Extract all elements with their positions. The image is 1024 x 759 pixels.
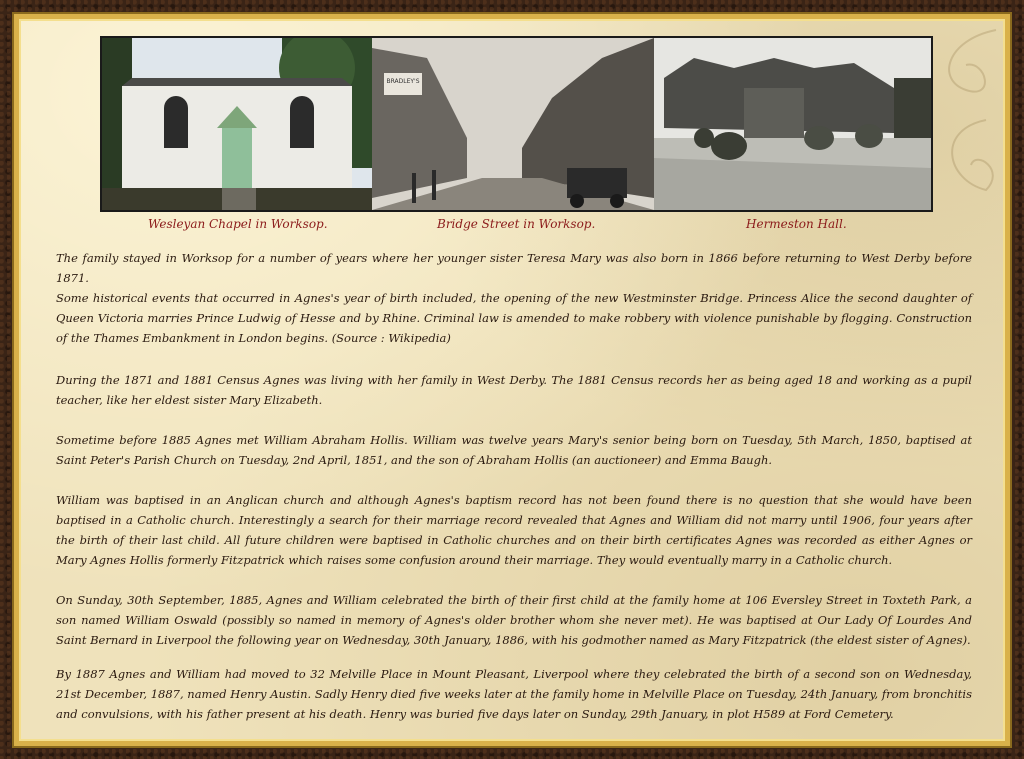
paragraph-census: During the 1871 and 1881 Census Agnes was living with her family in West Derby. The 1881 Census records her as being aged 18 and working as a pupil teacher, like her eldest sister Mary Elizabeth. [56, 373, 972, 407]
svg-text:BRADLEY'S: BRADLEY'S [386, 78, 420, 85]
paragraph-historical-events: Some historical events that occurred in Agnes's year of birth included, the opening of the new Westminster Bridge. Princess Alice the second daughter of Queen Victoria marries Prince Ludwig of Hesse and by Rhine. Criminal law is amended to make robbery with violence punishable by flogging. Construction of the Thames Embankment in London begins. (Source : Wikipedia) [56, 291, 972, 345]
chapel-photo [102, 38, 372, 210]
bridge-street-caption: Bridge Street in Worksop. [437, 217, 596, 231]
decorative-swirl [926, 20, 1006, 200]
paragraph-second-son: By 1887 Agnes and William had moved to 32 Melville Place in Mount Pleasant, Liverpool where they celebrated the birth of a second son on Wednesday, 21st December, 1887, named Henry Austin. Sadly Henry died five weeks later at the family home in Melville Place on Tuesday, 24th January, from bronchitis and convulsions, with his father present at his death. Henry was buried five days later on Sunday, 29th January, in plot H589 at Ford Cemetery. [56, 667, 972, 721]
paragraph-worksop: The family stayed in Worksop for a number of years where her younger sister Teresa Mary was also born in 1866 before returning to West Derby before 1871. [56, 251, 972, 285]
hall-caption: Hermeston Hall. [746, 217, 847, 231]
bridge-street-photo [372, 38, 654, 210]
paragraph-first-child: On Sunday, 30th September, 1885, Agnes and William celebrated the birth of their first child at the family home at 106 Eversley Street in Toxteth Park, a son named William Oswald (possibly so named in memory of Agnes's older brother whom she never met). He was baptised at Our Lady Of Lourdes And Saint Bernard in Liverpool the following year on Wednesday, 30th January, 1886, with his godmother named as Mary Fitzpatrick (the eldest sister of Agnes). [56, 593, 972, 647]
chapel-caption: Wesleyan Chapel in Worksop. [148, 217, 328, 231]
paragraph-marriage: William was baptised in an Anglican church and although Agnes's baptism record has not been found there is no question that she would have been baptised in a Catholic church. Interestingly a search for their marriage record revealed that Agnes and William did not marry until 1906, four years after the birth of their last child. All future children were baptised in Catholic churches and on their birth certificates Agnes was recorded as either Agnes or Mary Agnes Hollis formerly Fitzpatrick which raises some confusion around their marriage. They would eventually marry in a Catholic church. [56, 493, 972, 567]
paragraph-william-hollis: Sometime before 1885 Agnes met William Abraham Hollis. William was twelve years Mary's senior being born on Tuesday, 5th March, 1850, baptised at Saint Peter's Parish Church on Tuesday, 2nd April, 1851, and the son of Abraham Hollis (an auctioneer) and Emma Baugh. [56, 433, 972, 467]
hall-photo [654, 38, 931, 210]
photo-strip [100, 36, 933, 212]
